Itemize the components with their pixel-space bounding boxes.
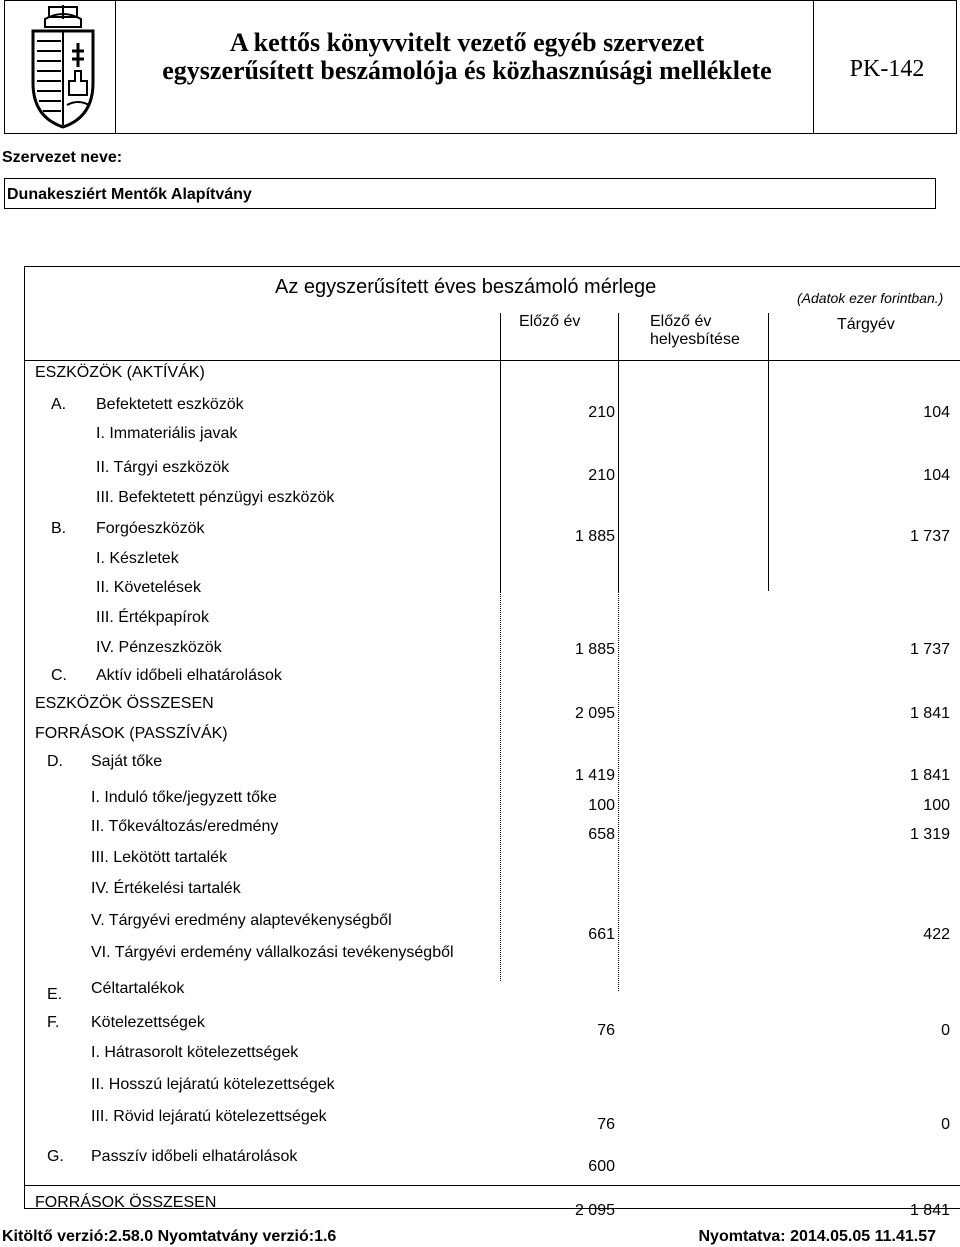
- row-value-prev: 1 419: [574, 767, 615, 784]
- row-value-prev: 661: [588, 926, 615, 943]
- row-value-prev: 1 885: [574, 641, 615, 658]
- footer-printed: Nyomtatva: 2014.05.05 11.41.57: [698, 1228, 936, 1245]
- row-value-prev: 600: [588, 1158, 615, 1175]
- header-col-divider-3: [768, 313, 769, 361]
- organization-label: Szervezet neve:: [2, 149, 123, 166]
- row-value-current: 1 737: [909, 528, 950, 545]
- organization-name: Dunakesziért Mentők Alapítvány: [7, 186, 252, 203]
- col-header-adjustment: [650, 313, 740, 349]
- row-label: Céltartalékok: [91, 980, 185, 997]
- row-label: II. Tőkeváltozás/eredmény: [91, 818, 279, 835]
- row-label: III. Befektetett pénzügyi eszközök: [96, 489, 335, 506]
- balance-title: Az egyszerűsített éves beszámoló mérlege: [275, 276, 657, 298]
- row-label: Passzív időbeli elhatárolások: [91, 1148, 298, 1165]
- row-label: Forgóeszközök: [96, 520, 205, 537]
- row-letter: B.: [51, 520, 67, 537]
- row-label: II. Követelések: [96, 579, 201, 596]
- row-value-current: 0: [941, 1022, 950, 1039]
- header-col-divider-1: [500, 313, 501, 361]
- row-label: V. Tárgyévi eredmény alaptevékenységből: [91, 912, 392, 929]
- row-value-current: 422: [923, 926, 950, 943]
- row-value-current: 104: [923, 467, 950, 484]
- form-title-line1: A kettős könyvvitelt vezető egyéb szervezet: [229, 28, 705, 57]
- row-label: III. Rövid lejáratú kötelezettségek: [91, 1108, 327, 1125]
- row-value-prev: 210: [588, 404, 615, 421]
- col-header-adjustment-line2: helyesbítése: [650, 331, 740, 348]
- row-value-prev: 76: [597, 1022, 615, 1039]
- body-col-divider-c: [768, 361, 769, 591]
- col-header-prev: Előző év: [519, 313, 581, 330]
- row-label: I. Immateriális javak: [96, 425, 238, 442]
- row-label: I. Készletek: [96, 550, 179, 567]
- form-header: [4, 0, 957, 134]
- body-col-divider-b: [618, 361, 619, 591]
- row-value-current: 1 841: [909, 767, 950, 784]
- row-label: Kötelezettségek: [91, 1014, 205, 1031]
- row-letter: A.: [51, 396, 67, 413]
- row-letter: D.: [47, 753, 63, 770]
- coat-of-arms-icon: [27, 5, 99, 130]
- col-header-adjustment-line1: Előző év: [650, 313, 712, 330]
- row-letter: F.: [47, 1014, 60, 1031]
- row-letter: G.: [47, 1148, 64, 1165]
- row-label: I. Hátrasorolt kötelezettségek: [91, 1044, 299, 1061]
- row-label: Saját tőke: [91, 753, 163, 770]
- row-value-prev: 76: [597, 1116, 615, 1133]
- row-value-current: 1 841: [909, 705, 950, 722]
- row-label: IV. Pénzeszközök: [96, 639, 222, 656]
- row-label: III. Lekötött tartalék: [91, 849, 228, 866]
- header-col-divider-2: [618, 313, 619, 361]
- row-value-prev: 100: [588, 797, 615, 814]
- body-col-divider-b2: [618, 591, 619, 991]
- row-value-prev: 2 095: [574, 705, 615, 722]
- units-note: (Adatok ezer forintban.): [797, 290, 944, 306]
- row-label: III. Értékpapírok: [96, 609, 209, 626]
- row-label: II. Hosszú lejáratú kötelezettségek: [91, 1076, 335, 1093]
- organization-name-field: [4, 178, 936, 209]
- header-divider-left: [115, 1, 116, 133]
- row-label: ESZKÖZÖK ÖSSZESEN: [35, 695, 214, 712]
- row-label: I. Induló tőke/jegyzett tőke: [91, 789, 277, 806]
- col-header-current: Tárgyév: [837, 316, 895, 333]
- balance-sheet-table: [24, 266, 960, 1219]
- row-value-current: 1 841: [909, 1202, 950, 1219]
- row-label: FORRÁSOK (PASSZÍVÁK): [35, 725, 228, 742]
- body-col-divider-a: [500, 361, 501, 591]
- header-separator: [25, 360, 960, 361]
- row-value-prev: 1 885: [574, 528, 615, 545]
- row-value-current: 1 737: [909, 641, 950, 658]
- row-label: Befektetett eszközök: [96, 396, 244, 413]
- row-label: II. Tárgyi eszközök: [96, 459, 230, 476]
- footer-version: Kitöltő verzió:2.58.0 Nyomtatvány verzió:1.6: [2, 1228, 337, 1245]
- row-letter: E.: [47, 986, 63, 1003]
- body-col-divider-a2: [500, 591, 501, 981]
- row-label: Aktív időbeli elhatárolások: [96, 667, 282, 684]
- row-value-prev: 210: [588, 467, 615, 484]
- form-code: PK-142: [849, 56, 925, 82]
- row-label: FORRÁSOK ÖSSZESEN: [35, 1194, 217, 1211]
- table-footer-separator: [25, 1185, 960, 1186]
- row-label: ESZKÖZÖK (AKTÍVÁK): [35, 364, 205, 381]
- form-title: [119, 29, 815, 85]
- row-value-prev: 658: [588, 826, 615, 843]
- row-value-current: 100: [923, 797, 950, 814]
- row-value-current: 1 319: [909, 826, 950, 843]
- row-label: VI. Tárgyévi erdemény vállalkozási tevékenységből: [91, 944, 454, 961]
- row-value-current: 104: [923, 404, 950, 421]
- row-value-current: 0: [941, 1116, 950, 1133]
- row-label: IV. Értékelési tartalék: [91, 880, 241, 897]
- row-value-prev: 2 095: [574, 1202, 615, 1219]
- row-letter: C.: [51, 667, 67, 684]
- form-title-line2: egyszerűsített beszámolója és közhasznúsági melléklete: [162, 56, 772, 85]
